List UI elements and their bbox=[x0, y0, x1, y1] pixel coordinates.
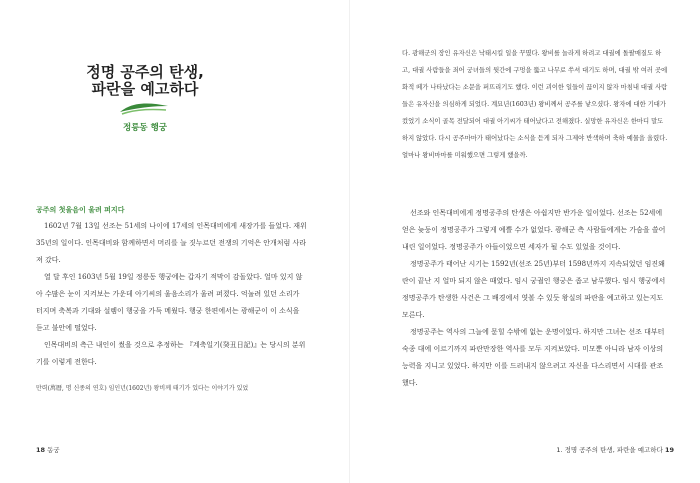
left-paragraph: 열 달 후인 1603년 5월 19일 정릉동 행궁에는 갑자기 적막이 감돌았다. 얼마 있지 않아 수많은 눈이 지켜보는 가운데 아기씨의 울음소리가 울려 퍼졌다. 억눌려 있던 소리가 터지며 축복과 기대와 설렘이 행궁을 가득 메웠다. 행궁 한편에서는 광해군이 이 소식을 듣고 불안에 떨었다. bbox=[36, 273, 303, 332]
right-page bbox=[350, 0, 700, 483]
right-paragraph: 정명공주는 역사의 그늘에 묻힐 수밖에 없는 운명이었다. 하지만 그녀는 선조 대부터 숙종 대에 이르기까지 파란만장한 역사를 모두 지켜보았다. 미모뿐 아니라 남자 이상의 능력을 지니고 있었다. 하지만 이를 드러내지 않으려고 자신을 다스리면서 시대를 관조했다. bbox=[402, 328, 665, 387]
right-paragraph: 정명공주가 태어난 시기는 1592년(선조 25년)부터 1598년까지 지속되었던 임진왜란이 끝난 지 얼마 되지 않은 때였다. 임시 궁궐인 행궁은 좁고 남루했다. 임시 행궁에서 정명공주가 탄생한 사건은 그 배경에서 엿볼 수 있듯 왕실의 파란을 예고하고 있는지도 모른다. bbox=[402, 260, 666, 319]
chapter-title-line1: 정명 공주의 탄생, bbox=[86, 63, 204, 81]
quote-excerpt: 만력(萬曆, 명 신종의 연호) 임인년(1602년) 왕비께 태기가 있다는 이야기가 있었 bbox=[36, 385, 249, 392]
left-body bbox=[36, 218, 308, 371]
right-page-number: 19 bbox=[664, 446, 674, 454]
chapter-subtitle: 정릉동 행궁 bbox=[122, 123, 167, 133]
right-folio-label: 1. 정명 공주의 탄생, 파란을 예고하다 bbox=[556, 446, 663, 454]
chapter-title bbox=[60, 64, 230, 98]
left-page-number: 18 bbox=[36, 446, 46, 454]
left-folio bbox=[36, 445, 60, 454]
section-heading: 공주의 첫울음이 울려 퍼지다 bbox=[36, 206, 125, 214]
green-swoosh-icon bbox=[118, 100, 170, 116]
left-paragraph: 인목대비의 측근 내인이 썼을 것으로 추정하는 『계축일기(癸丑日記)』는 당시의 분위기를 이렇게 전한다. bbox=[36, 341, 306, 366]
right-body bbox=[402, 205, 668, 392]
right-folio bbox=[556, 445, 674, 454]
chapter-title-line2: 파란을 예고하다 bbox=[91, 80, 199, 98]
right-top-paragraph: 다. 광해군의 장인 유자신은 낙태시킬 일을 꾸몄다. 왕비를 놀라게 하려고 대궐에 돌팔매질도 하고, 대궐 사람들을 죄어 궁녀들의 뒷간에 구멍을 뚫고 나무로 쑤셔 대기도 하며, 대궐 밖 여러 곳에 화적 떼가 나타났다는 소문을 퍼뜨리기도 했다. 이런 괴이한 일들이 끊이지 않자 마침내 대궐 사람들은 유자신을 의심하게 되었다. 계묘년(1603년) 왕비께서 공주를 낳으셨다. 왕자에 대한 기대가 컸었기 소식이 골목 전달되어 대궐 아기씨가 태어났다고 전해졌다. 실망한 유자신은 한마디 말도 하지 않았다. 다시 공주마마가 태어났다는 소식을 듣게 되자 그제야 반색하며 축하 예물을 올렸다. 얼마나 왕비마마를 미워했으면 그렇게 했을까. bbox=[402, 50, 668, 159]
left-folio-label: 동궁 bbox=[47, 446, 60, 454]
right-top-body bbox=[402, 45, 668, 164]
left-paragraph: 1602년 7월 13일 선조는 51세의 나이에 17세의 인목대비에게 새장가를 들었다. 재위 35년의 일이다. 인목대비와 함께하면서 머리를 늘 짓누르던 전쟁의 기억은 안개처럼 사라져 갔다. bbox=[36, 222, 307, 264]
right-paragraph: 선조와 인목대비에게 정명공주의 탄생은 아쉽지만 반가운 일이었다. 선조는 52세에 얻은 늦둥이 정명공주가 그렇게 예쁠 수가 없었다. 광해군 측 사람들에게는 가슴을 쓸어내린 일이었다. 정명공주가 아들이었으면 세자가 될 수도 있었을 것이다. bbox=[402, 209, 666, 251]
